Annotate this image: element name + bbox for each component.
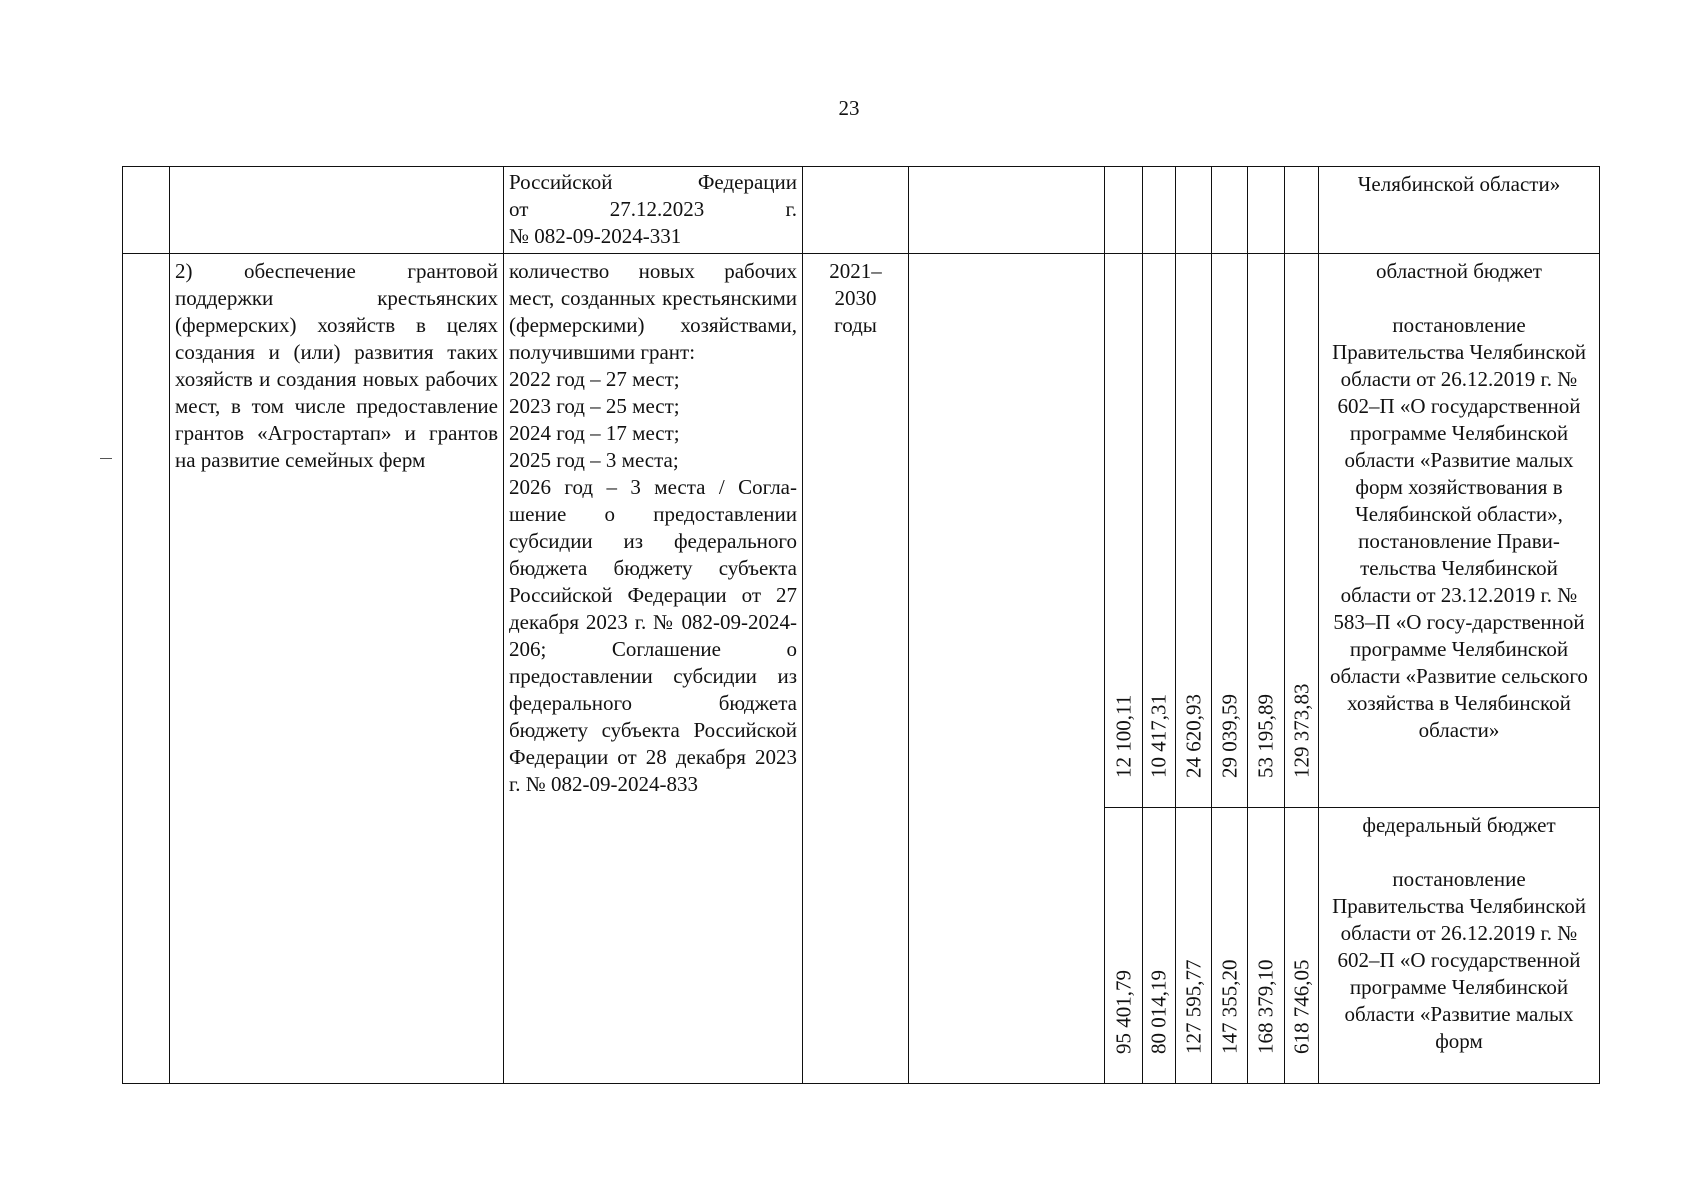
margin-mark bbox=[100, 458, 112, 459]
cell-source-prev bbox=[1319, 167, 1600, 254]
cell-number bbox=[123, 254, 170, 1084]
regional-amount-3: 24 620,93 bbox=[1181, 694, 1205, 778]
federal-budget-label: федеральный бюджет bbox=[1362, 813, 1556, 837]
federal-amount-cell-5 bbox=[1248, 808, 1285, 1084]
regional-amount-2: 10 417,31 bbox=[1146, 694, 1171, 778]
regional-amount-cell-3 bbox=[1176, 254, 1212, 808]
federal-basis-text: постановление Правительства Челябинской области от 26.12.2019 г. № 602–П «О государственной программе Челябинской области «Развитие малых форм bbox=[1332, 867, 1586, 1053]
table-row-regional bbox=[123, 254, 1600, 808]
cell-empty-prev bbox=[909, 167, 1105, 254]
cell-measure bbox=[170, 254, 504, 1084]
regional-amount-1: 12 100,11 bbox=[1111, 694, 1135, 778]
regional-amount-5: 53 195,89 bbox=[1253, 694, 1278, 778]
document-line-2: от 27.12.2023 г. bbox=[509, 197, 797, 221]
cell-measure-prev bbox=[170, 167, 504, 254]
cell-period bbox=[803, 254, 909, 1084]
indicator-agreements: 2026 год – 3 места / Согла-шение о предоставлении субсидии из федерального бюджета бюджету субъекта Российской Федерации от 27 декабря 2023 г. № 082-09-2024-206; Соглашение о предоставлении субсидии из федерального бюджета бюджету субъекта Российской Федерации от 28 декабря 2023 г. № 082-09-2024-833 bbox=[509, 475, 797, 796]
cell-regional-source bbox=[1319, 254, 1600, 808]
page-number: 23 bbox=[838, 96, 860, 120]
cell-number-prev bbox=[123, 167, 170, 254]
federal-amount-cell-6 bbox=[1285, 808, 1319, 1084]
federal-amount-2: 80 014,19 bbox=[1146, 970, 1171, 1054]
table-row-previous bbox=[123, 167, 1600, 254]
document-line-1: Российской Федерации bbox=[509, 170, 797, 194]
indicator-year-2024: 2024 год – 17 мест; bbox=[509, 421, 680, 445]
cell-indicator bbox=[504, 254, 803, 1084]
measure-text: 2) обеспечение грантовой поддержки крестьянских (фермерских) хозяйств в целях создания и (или) развития таких хозяйств и создания новых рабочих мест, в том числе предоставление грантов «Агростартап» и грантов на развитие семейных ферм bbox=[175, 259, 498, 472]
cell-empty bbox=[909, 254, 1105, 1084]
indicator-year-2023: 2023 год – 25 мест; bbox=[509, 394, 680, 418]
federal-amount-5: 168 379,10 bbox=[1253, 959, 1278, 1054]
regional-amount-6: 129 373,83 bbox=[1289, 683, 1313, 778]
regional-amount-cell-4 bbox=[1212, 254, 1248, 808]
indicator-text: количество новых рабочих мест, созданных крестьянскими (фермерскими) хозяйствами, получившими грант: bbox=[509, 259, 797, 364]
cell-document-prev bbox=[504, 167, 803, 254]
regional-budget-label: областной бюджет bbox=[1376, 259, 1542, 283]
period-text: 2021–2030 годы bbox=[829, 259, 882, 337]
federal-amount-cell-4 bbox=[1212, 808, 1248, 1084]
federal-amount-cell-2 bbox=[1143, 808, 1176, 1084]
regional-amount-cell-5 bbox=[1248, 254, 1285, 808]
source-text-prev: Челябинской области» bbox=[1357, 172, 1561, 196]
document-line-3: № 082-09-2024-331 bbox=[509, 224, 682, 248]
indicator-year-2022: 2022 год – 27 мест; bbox=[509, 367, 680, 391]
federal-amount-cell-3 bbox=[1176, 808, 1212, 1084]
cell-period-prev bbox=[803, 167, 909, 254]
federal-amount-3: 127 595,77 bbox=[1181, 959, 1205, 1054]
federal-amount-6: 618 746,05 bbox=[1289, 959, 1313, 1054]
regional-amount-cell-1 bbox=[1105, 254, 1143, 808]
regional-amount-cell-6 bbox=[1285, 254, 1319, 808]
indicator-year-2025: 2025 год – 3 места; bbox=[509, 448, 679, 472]
cell-federal-source bbox=[1319, 808, 1600, 1084]
program-table bbox=[122, 166, 1600, 1084]
federal-amount-4: 147 355,20 bbox=[1217, 959, 1241, 1054]
regional-amount-cell-2 bbox=[1143, 254, 1176, 808]
regional-basis-text: постановление Правительства Челябинской области от 26.12.2019 г. № 602–П «О государственной программе Челябинской области «Развитие малых форм хозяйствования в Челябинской области», постановление Прави-тельства Челябинской области от 23.12.2019 г. № 583–П «О госу-дарственной программе Челябинской области «Развитие сельского хозяйства в Челябинской области» bbox=[1330, 313, 1588, 742]
federal-amount-1: 95 401,79 bbox=[1111, 970, 1135, 1054]
federal-amount-cell-1 bbox=[1105, 808, 1143, 1084]
regional-amount-4: 29 039,59 bbox=[1217, 694, 1241, 778]
